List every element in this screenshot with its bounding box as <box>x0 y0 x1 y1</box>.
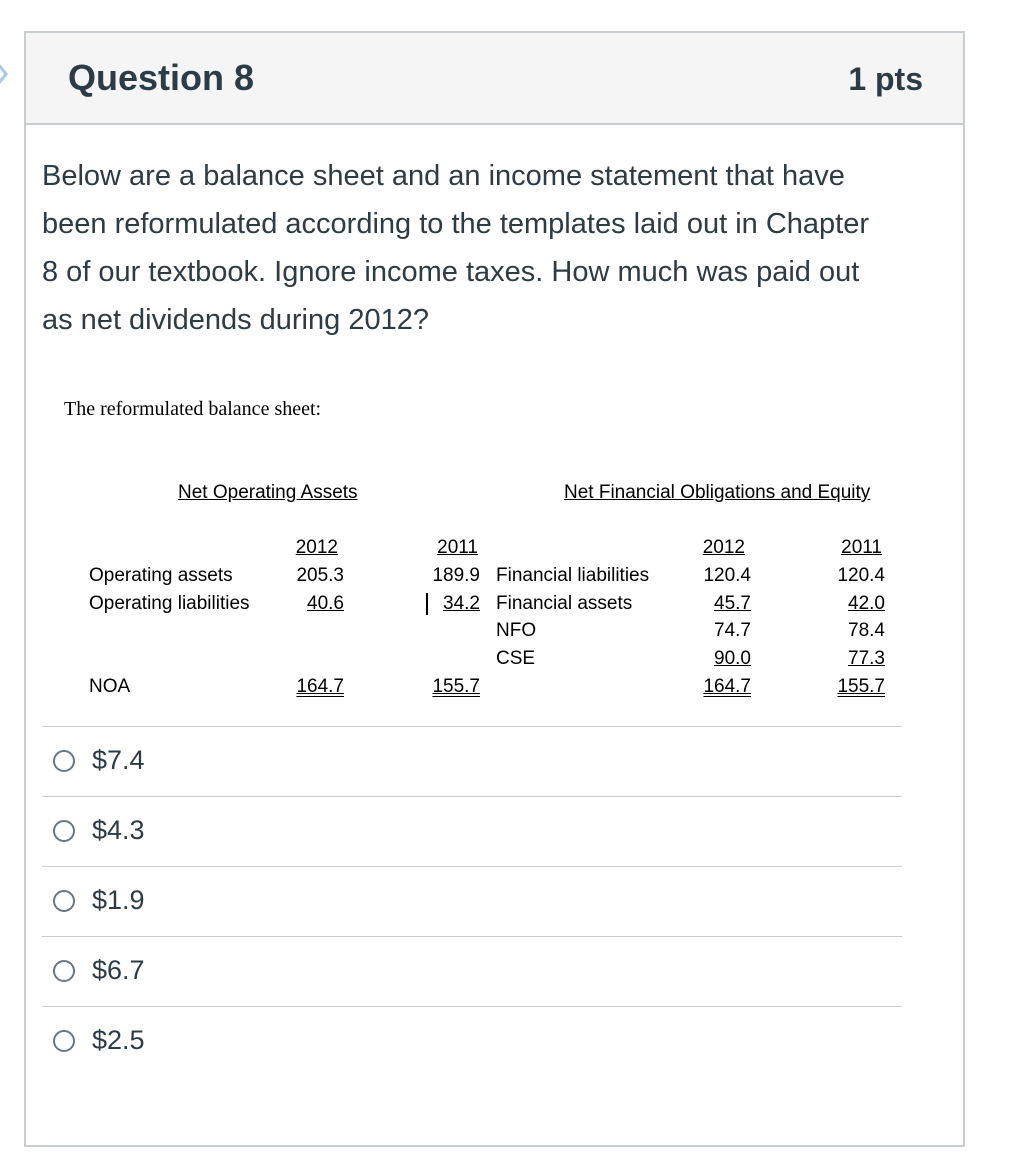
nfo-year-2011: 2011 <box>841 537 882 558</box>
balance-sheet-image <box>62 396 902 716</box>
financial-assets-2012: 45.7 <box>714 593 751 614</box>
operating-assets-label: Operating assets <box>89 565 233 586</box>
question-title: Question 8 <box>68 57 255 98</box>
financial-liabilities-label: Financial liabilities <box>496 565 650 586</box>
net-financial-obligations-heading: Net Financial Obligations and Equity <box>564 482 871 503</box>
radio-button[interactable] <box>53 890 75 912</box>
operating-liabilities-2011: 34.2 <box>443 593 480 614</box>
cse-2012: 90.0 <box>714 648 751 669</box>
noa-year-2011: 2011 <box>437 537 478 558</box>
radio-button[interactable] <box>53 750 75 772</box>
operating-assets-2011: 189.9 <box>432 565 480 586</box>
cse-label: CSE <box>496 648 536 669</box>
answer-label[interactable]: $2.5 <box>92 1025 145 1055</box>
question-points: 1 pts <box>848 61 923 97</box>
noa-2011: 155.7 <box>432 676 480 697</box>
cse-2011: 77.3 <box>848 648 885 669</box>
answer-option-2[interactable] <box>42 796 902 866</box>
answer-option-1[interactable] <box>42 726 902 796</box>
operating-assets-2012: 205.3 <box>296 565 344 586</box>
noa-label: NOA <box>89 676 131 697</box>
operating-liabilities-label: Operating liabilities <box>89 593 250 614</box>
balance-sheet-caption: The reformulated balance sheet: <box>64 398 322 420</box>
financial-liabilities-2011: 120.4 <box>837 565 885 586</box>
answer-list <box>42 726 902 1076</box>
answer-option-5[interactable] <box>42 1006 902 1076</box>
financial-assets-label: Financial assets <box>496 593 633 614</box>
nfo-label: NFO <box>496 620 537 641</box>
financial-liabilities-2012: 120.4 <box>703 565 751 586</box>
noa-year-2012: 2012 <box>295 537 338 558</box>
total-financing-2012: 164.7 <box>703 676 751 697</box>
net-operating-assets-heading: Net Operating Assets <box>178 482 358 503</box>
question-text: Below are a balance sheet and an income statement that have been reformulated according to the templates laid out in Chapter 8 of our textbook. Ignore income taxes. How much was paid out as net dividends during 2012? <box>42 160 869 336</box>
financial-assets-2011: 42.0 <box>848 593 885 614</box>
answer-label[interactable]: $7.4 <box>92 745 145 775</box>
answer-label[interactable]: $6.7 <box>92 955 145 985</box>
nfo-2011: 78.4 <box>848 620 885 641</box>
radio-button[interactable] <box>53 820 75 842</box>
radio-button[interactable] <box>53 1030 75 1052</box>
answer-option-4[interactable] <box>42 936 902 1006</box>
nfo-year-2012: 2012 <box>702 537 745 558</box>
answer-label[interactable]: $4.3 <box>92 815 145 845</box>
answer-label[interactable]: $1.9 <box>92 885 145 915</box>
question-header <box>26 33 963 125</box>
previous-question-arrow-icon[interactable] <box>0 60 12 88</box>
answer-option-3[interactable] <box>42 866 902 936</box>
radio-button[interactable] <box>53 960 75 982</box>
total-financing-2011: 155.7 <box>837 676 885 697</box>
operating-liabilities-2012: 40.6 <box>307 593 344 614</box>
nfo-2012: 74.7 <box>714 620 751 641</box>
noa-2012: 164.7 <box>296 676 344 697</box>
